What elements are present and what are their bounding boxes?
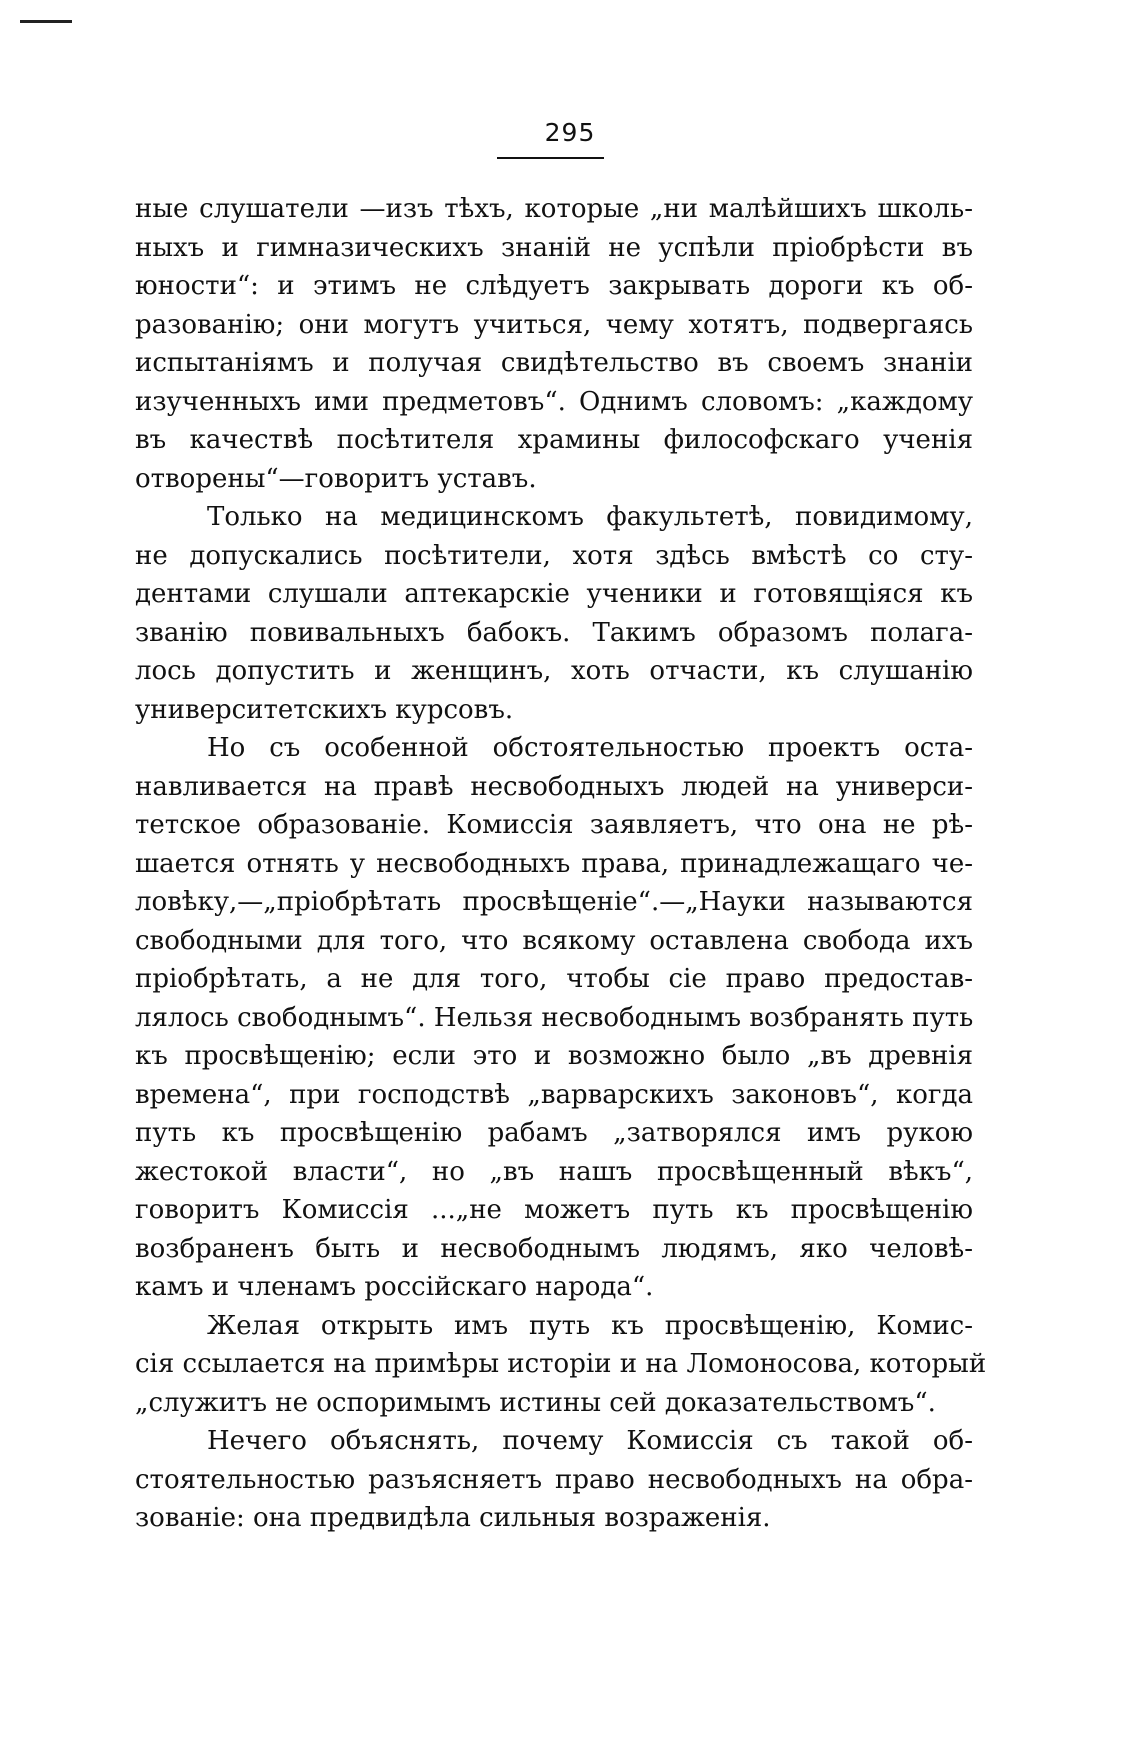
text-line: дентами слушали аптекарскіе ученики и готовящіяся къ xyxy=(135,579,973,609)
text-line: къ просвѣщенію; если это и возможно было „въ древнія xyxy=(135,1041,973,1071)
text-line: изученныхъ ими предметовъ“. Однимъ словомъ: „каждому xyxy=(135,386,973,417)
text-line: свободными для того, что всякому оставлена свобода ихъ xyxy=(135,925,973,956)
paragraph-4 xyxy=(135,1307,987,1423)
text-line: юности“: и этимъ не слѣдуетъ закрывать дороги къ об- xyxy=(135,271,973,301)
paragraph-3 xyxy=(135,729,973,1307)
text-line: камъ и членамъ россійскаго народа“. xyxy=(135,1272,654,1302)
text-line: возбраненъ быть и несвободнымъ людямъ, яко человѣ- xyxy=(135,1233,973,1264)
text-line: Но съ особенной обстоятельностью проектъ оста- xyxy=(207,733,973,763)
text-line: времена“, при господствѣ „варварскихъ законовъ“, когда xyxy=(135,1079,973,1110)
text-line: Нечего объяснять, почему Комиссія съ такой об- xyxy=(207,1426,973,1456)
text-line: не допускались посѣтители, хотя здѣсь вмѣстѣ со сту- xyxy=(135,540,973,571)
text-line: навливается на правѣ несвободныхъ людей на универси- xyxy=(135,771,973,802)
scan-edge-mark xyxy=(20,20,72,23)
text-line: лялось свободнымъ“. Нельзя несвободнымъ возбранять путь xyxy=(135,1002,974,1033)
text-line: ныхъ и гимназическихъ знаній не успѣли пріобрѣсти въ xyxy=(135,232,973,263)
paragraph-2 xyxy=(135,498,973,729)
text-line: разованію; они могутъ учиться, чему хотятъ, подвергаясь xyxy=(135,309,973,340)
text-line: Желая открыть имъ путь къ просвѣщенію, Комис- xyxy=(207,1310,973,1341)
text-line: званію повивальныхъ бабокъ. Такимъ образомъ полага- xyxy=(135,617,973,648)
text-line: университетскихъ курсовъ. xyxy=(135,694,514,725)
text-line: пріобрѣтать, а не для того, чтобы сіе право предостав- xyxy=(135,964,973,994)
text-line: ные слушатели —изъ тѣхъ, которые „ни малѣйшихъ школь- xyxy=(135,194,973,224)
text-line: сія ссылается на примѣры исторіи и на Ломоносова, который xyxy=(135,1349,987,1379)
text-line: Только на медицинскомъ факультетѣ, повидимому, xyxy=(207,502,973,532)
page-number: 295 xyxy=(544,118,596,147)
text-line: говоритъ Комиссія ...„не можетъ путь къ просвѣщенію xyxy=(135,1195,973,1225)
paragraph-1 xyxy=(135,190,973,498)
text-line: тетское образованіе. Комиссія заявляетъ, что она не рѣ- xyxy=(135,810,973,840)
text-line: отворены“—говоритъ уставъ. xyxy=(135,463,537,494)
page-number-rule xyxy=(497,157,604,159)
text-line: въ качествѣ посѣтителя храмины философскаго ученія xyxy=(135,425,973,455)
text-line: зованіе: она предвидѣла сильныя возраженія. xyxy=(135,1503,771,1533)
page-body xyxy=(135,190,987,1538)
text-line: ловѣку,—„пріобрѣтать просвѣщеніе“.—„Науки называются xyxy=(135,887,973,917)
text-line: испытаніямъ и получая свидѣтельство въ своемъ знаніи xyxy=(135,348,973,378)
text-line: стоятельностью разъясняетъ право несвободныхъ на обра- xyxy=(135,1464,973,1495)
text-line: „служитъ не оспоримымъ истины сей доказательствомъ“. xyxy=(135,1387,936,1418)
text-line: лось допустить и женщинъ, хоть отчасти, къ слушанію xyxy=(135,656,973,686)
text-line: путь къ просвѣщенію рабамъ „затворялся имъ рукою xyxy=(135,1118,973,1148)
text-line: жестокой власти“, но „въ нашъ просвѣщенный вѣкъ“, xyxy=(135,1156,973,1187)
text-line: шается отнять у несвободныхъ права, принадлежащаго че- xyxy=(135,848,973,879)
paragraph-5 xyxy=(135,1422,973,1538)
